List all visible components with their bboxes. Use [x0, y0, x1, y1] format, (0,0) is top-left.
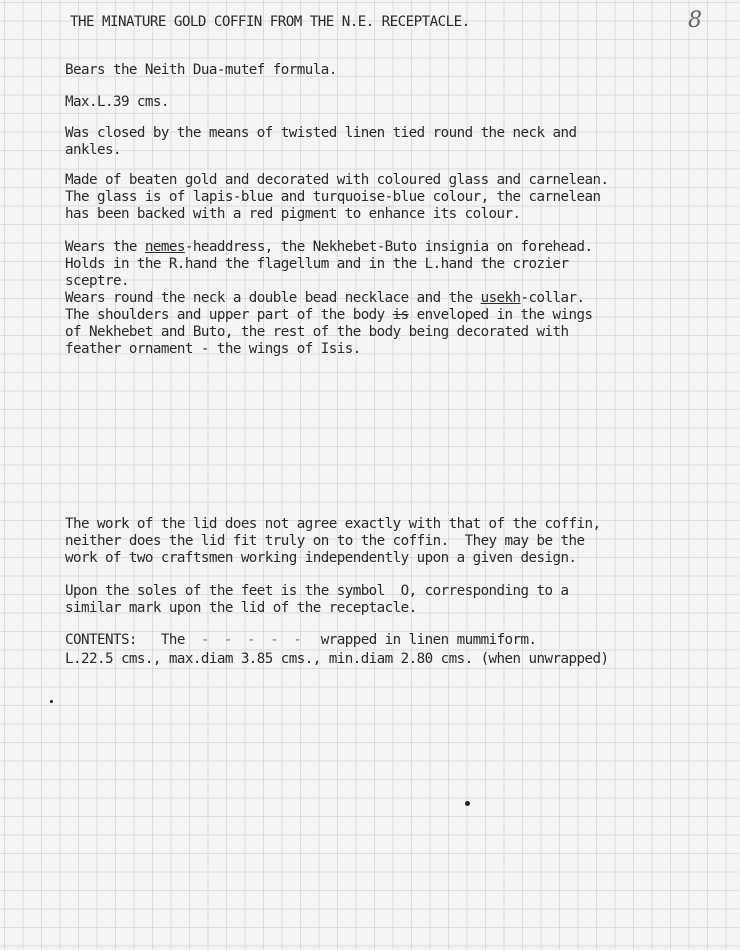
contents-label: CONTENTS: [65, 632, 137, 648]
paragraph-line: has been backed with a red pigment to enhance its colour. [65, 206, 521, 222]
speck-mark [465, 801, 470, 806]
paragraph-line: similar mark upon the lid of the receptacle. [65, 600, 417, 616]
page-title: THE MINATURE GOLD COFFIN FROM THE N.E. RECEPTACLE. [70, 14, 470, 30]
blank-dashes: - - - - - [200, 632, 305, 648]
paragraph-line: Wears the nemes-headdress, the Nekhebet-Buto insignia on forehead. [65, 239, 593, 255]
struck-out-word: is [392, 307, 409, 323]
paragraph-line: sceptre. [65, 273, 129, 289]
paragraph-line: Holds in the R.hand the flagellum and in the L.hand the crozier [65, 256, 569, 272]
contents-line: CONTENTS: The - - - - - wrapped in linen mummiform. [65, 632, 537, 648]
underlined-term: nemes [144, 239, 185, 255]
paragraph-line: Wears round the neck a double bead necklace and the usekh-collar. [65, 290, 585, 306]
max-length-line: Max.L.39 cms. [65, 94, 169, 110]
paragraph-line: Made of beaten gold and decorated with coloured glass and carnelean. [65, 172, 609, 188]
underlined-term: usekh [480, 290, 521, 306]
formula-line: Bears the Neith Dua-mutef formula. [65, 62, 337, 78]
measurements-line: L.22.5 cms., max.diam 3.85 cms., min.diam 2.80 cms. (when unwrapped) [65, 651, 609, 667]
paragraph-line: neither does the lid fit truly on to the coffin. They may be the [65, 533, 585, 549]
paragraph-line: Was closed by the means of twisted linen tied round the neck and [65, 125, 577, 141]
paragraph-line: The shoulders and upper part of the body is enveloped in the wings [65, 307, 593, 323]
paragraph-line: work of two craftsmen working independently upon a given design. [65, 550, 577, 566]
paragraph-line: Upon the soles of the feet is the symbol O, corresponding to a [65, 583, 569, 599]
speck-mark [50, 700, 53, 703]
page-number: 8 [688, 8, 702, 33]
paragraph-line: of Nekhebet and Buto, the rest of the body being decorated with [65, 324, 569, 340]
paragraph-line: The glass is of lapis-blue and turquoise-blue colour, the carnelean [65, 189, 601, 205]
paragraph-line: The work of the lid does not agree exactly with that of the coffin, [65, 516, 601, 532]
paragraph-line: feather ornament - the wings of Isis. [65, 341, 361, 357]
paragraph-line: ankles. [65, 142, 121, 158]
